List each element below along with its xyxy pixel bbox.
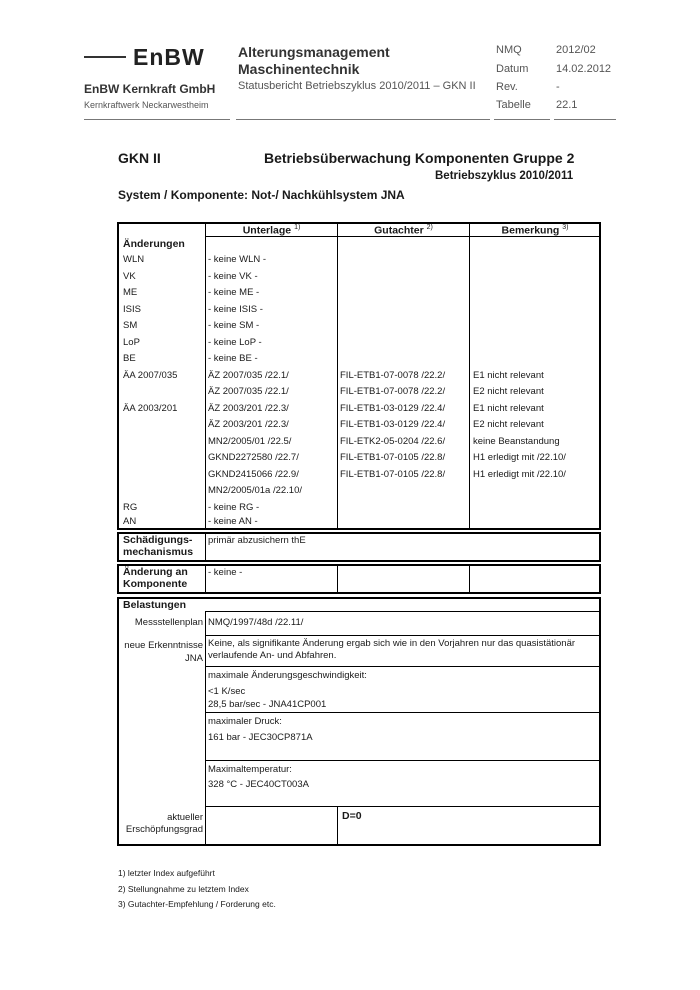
row-bemerkung: H1 erledigt mit /22.10/: [473, 468, 566, 480]
meta-value-datum: 14.02.2012: [556, 63, 612, 75]
row-unterlage: MN2/2005/01a /22.10/: [208, 485, 303, 496]
row-label: ÄA 2007/035: [123, 369, 178, 381]
row-unterlage: MN2/2005/01 /22.5/: [208, 435, 292, 447]
row-unterlage: ÄZ 2003/201 /22.3/: [208, 402, 289, 414]
neue-erkenntnisse-label: neue Erkenntnisse: [124, 640, 203, 651]
meta-value-tabelle: 22.1: [556, 99, 578, 111]
col-divider: [337, 806, 338, 846]
row-gutachter: FIL-ETK2-05-0204 /22.6/: [340, 435, 446, 447]
row-bemerkung: E2 nicht relevant: [473, 386, 544, 397]
col-divider: [205, 532, 206, 562]
meta-label-datum: Datum: [496, 63, 529, 75]
erschoepfung-value: D=0: [342, 810, 362, 822]
row-unterlage: - keine ISIS -: [208, 303, 263, 315]
enbw-logo: EnBW: [133, 44, 205, 70]
row-bemerkung: E1 nicht relevant: [473, 369, 544, 381]
col-divider: [469, 564, 470, 594]
header-rule: [494, 119, 550, 120]
neue-erkenntnisse-text: Keine, als signifikante Änderung ergab sich wie in den Vorjahren nur das quasistätionär: [208, 638, 576, 649]
messstellenplan-value: NMQ/1997/48d /22.11/: [208, 617, 304, 628]
row-label: ÄA 2003/201: [123, 402, 178, 414]
temperatur-value: 328 °C - JEC40CT003A: [208, 779, 309, 790]
row-gutachter: FIL-ETB1-07-0078 /22.2/: [340, 369, 446, 381]
row-label: LoP: [123, 336, 140, 348]
system-label: System / Komponente: Not-/ Nachkühlsystem JNA: [118, 188, 405, 202]
doc-subtitle: Statusbericht Betriebszyklus 2010/2011 – GKN II: [238, 80, 476, 92]
col-divider: [337, 222, 338, 530]
row-unterlage: - keine RG -: [208, 501, 260, 513]
company-name: EnBW Kernkraft GmbH: [84, 82, 216, 96]
schaedigung-value: primär abzusichern thE: [208, 535, 306, 546]
header-rule: [554, 119, 616, 120]
row-label: VK: [123, 270, 136, 282]
meta-value-rev: -: [556, 81, 560, 93]
druck-label: maximaler Druck:: [208, 716, 282, 727]
row-gutachter: FIL-ETB1-07-0078 /22.2/: [340, 386, 446, 397]
temperatur-label: Maximaltemperatur:: [208, 764, 292, 775]
row-unterlage: - keine AN -: [208, 516, 258, 527]
row-unterlage: - keine VK -: [208, 270, 258, 282]
row-label: WLN: [123, 254, 145, 265]
doc-title-2: Maschinentechnik: [238, 61, 360, 77]
header-rule: [236, 119, 490, 120]
meta-label-rev: Rev.: [496, 81, 518, 93]
doc-title-1: Alterungsmanagement: [238, 44, 390, 60]
schaedigung-label: Schädigungs-: [123, 534, 193, 546]
aenderungen-label: Änderungen: [123, 238, 185, 250]
meta-label-nmq: NMQ: [496, 44, 522, 56]
row-gutachter: FIL-ETB1-03-0129 /22.4/: [340, 402, 446, 414]
erschoepfung-label: Erschöpfungsgrad: [125, 824, 203, 835]
row-unterlage: - keine WLN -: [208, 254, 267, 265]
row-bemerkung: E1 nicht relevant: [473, 402, 544, 414]
aenderung-komp-label: Komponente: [123, 578, 188, 590]
aenderung-komp-label: Änderung an: [123, 566, 188, 578]
page-header: [0, 0, 700, 125]
row-unterlage: ÄZ 2007/035 /22.1/: [208, 386, 289, 397]
row-unterlage: ÄZ 2007/035 /22.1/: [208, 369, 289, 381]
meta-label-tabelle: Tabelle: [496, 99, 531, 111]
aenderungsgeschw-value: <1 K/sec: [208, 686, 246, 697]
meta-value-nmq: 2012/02: [556, 44, 596, 56]
row-divider: [205, 635, 601, 636]
messstellenplan-label: Messstellenplan: [134, 617, 203, 628]
row-gutachter: FIL-ETB1-03-0129 /22.4/: [340, 419, 446, 430]
plant-name: Kernkraftwerk Neckarwestheim: [84, 100, 209, 110]
col-divider: [205, 564, 206, 594]
aenderung-komp-value: - keine -: [208, 567, 243, 578]
row-bemerkung: keine Beanstandung: [473, 435, 560, 447]
row-unterlage: GKND2415066 /22.9/: [208, 468, 299, 480]
footnote: 3) Gutachter-Empfehlung / Forderung etc.: [118, 899, 276, 909]
unit-label: GKN II: [118, 150, 161, 166]
row-unterlage: - keine ME -: [208, 287, 260, 298]
row-unterlage: GKND2272580 /22.7/: [208, 452, 299, 463]
row-divider: [205, 806, 601, 807]
aenderungsgeschw-label: maximale Änderungsgeschwindigkeit:: [208, 670, 367, 681]
row-unterlage: - keine SM -: [208, 320, 260, 331]
druck-value: 161 bar - JEC30CP871A: [208, 732, 313, 743]
row-divider: [205, 666, 601, 667]
row-divider: [205, 760, 601, 761]
footnote: 1) letzter Index aufgeführt: [118, 868, 215, 878]
col-divider: [205, 611, 206, 846]
aenderung-komp-frame: [117, 564, 601, 594]
row-label: BE: [123, 353, 136, 364]
belastungen-label: Belastungen: [123, 599, 187, 611]
erschoepfung-label: aktueller: [167, 812, 203, 823]
col-divider: [469, 222, 470, 530]
footnote: 2) Stellungnahme zu letztem Index: [118, 884, 249, 894]
row-label: SM: [123, 320, 138, 331]
row-unterlage: - keine BE -: [208, 353, 258, 364]
schaedigung-label: mechanismus: [123, 546, 194, 558]
row-label: ME: [123, 287, 138, 298]
col-header-gutachter: Gutachter $^{2)}$: [374, 224, 433, 237]
doc-heading: Betriebsüberwachung Komponenten Gruppe 2: [264, 150, 575, 166]
aenderungsgeschw-value: 28,5 bar/sec - JNA41CP001: [208, 699, 327, 710]
col-divider: [337, 564, 338, 594]
row-gutachter: FIL-ETB1-07-0105 /22.8/: [340, 468, 446, 480]
header-rule: [84, 119, 230, 120]
row-unterlage: - keine LoP -: [208, 336, 262, 348]
row-label: RG: [123, 501, 138, 513]
col-header-bemerkung: Bemerkung $^{3)}$: [501, 224, 569, 237]
row-label: AN: [123, 516, 137, 527]
row-divider: [205, 611, 601, 612]
row-label: ISIS: [123, 303, 141, 315]
row-bemerkung: H1 erledigt mit /22.10/: [473, 452, 566, 463]
neue-erkenntnisse-text: verlaufende An- und Abfahren.: [208, 650, 337, 661]
row-gutachter: FIL-ETB1-07-0105 /22.8/: [340, 452, 446, 463]
row-divider: [205, 712, 601, 713]
col-divider: [205, 222, 206, 530]
row-bemerkung: E2 nicht relevant: [473, 419, 544, 430]
neue-erkenntnisse-label: JNA: [185, 653, 203, 664]
col-header-unterlage: Unterlage $^{1)}$: [242, 224, 301, 237]
logo-line: [84, 56, 126, 58]
doc-cycle: Betriebszyklus 2010/2011: [435, 170, 574, 182]
row-unterlage: ÄZ 2003/201 /22.3/: [208, 419, 289, 430]
